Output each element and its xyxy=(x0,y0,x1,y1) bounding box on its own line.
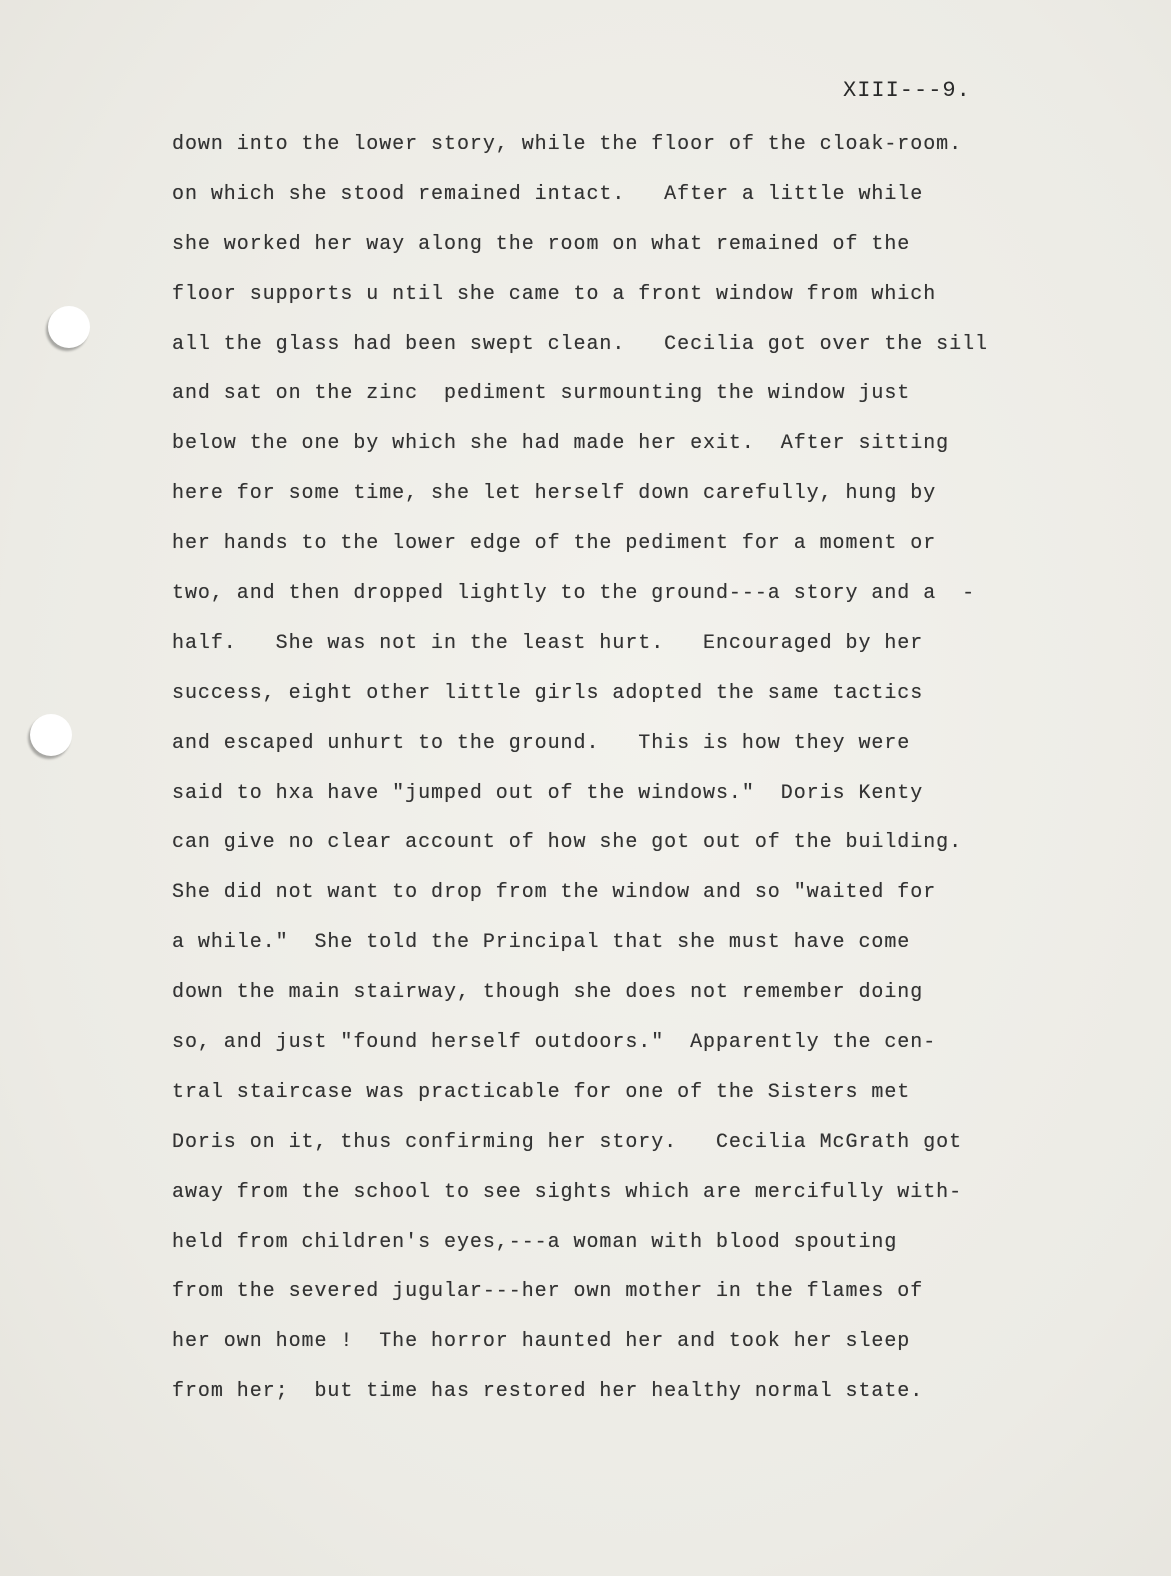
text-line: said to hxa have "jumped out of the windows." Doris Kenty xyxy=(172,781,924,805)
text-line: and escaped unhurt to the ground. This is how they were xyxy=(172,731,911,755)
text-line: on which she stood remained intact. After a little while xyxy=(172,182,924,206)
text-line: half. She was not in the least hurt. Encouraged by her xyxy=(172,631,924,655)
text-line: below the one by which she had made her exit. After sitting xyxy=(172,432,950,456)
text-line: away from the school to see sights which are mercifully with- xyxy=(172,1180,963,1204)
text-line: she worked her way along the room on what remained of the xyxy=(172,232,911,256)
text-line: held from children's eyes,---a woman with blood spouting xyxy=(172,1230,898,1254)
text-line: tral staircase was practicable for one of the Sisters met xyxy=(172,1080,911,1104)
text-line: her hands to the lower edge of the pediment for a moment or xyxy=(172,532,937,556)
text-line: here for some time, she let herself down carefully, hung by xyxy=(172,482,937,506)
text-line: so, and just "found herself outdoors." Apparently the cen- xyxy=(172,1031,937,1055)
text-line: down into the lower story, while the floor of the cloak-room. xyxy=(172,133,963,156)
text-line: down the main stairway, though she does not remember doing xyxy=(172,981,924,1005)
punch-hole xyxy=(30,714,72,756)
text-line: She did not want to drop from the window and so "waited for xyxy=(172,881,937,905)
text-line: a while." She told the Principal that she must have come xyxy=(172,931,911,955)
text-line: two, and then dropped lightly to the ground---a story and a - xyxy=(172,582,976,606)
text-line: her own home ! The horror haunted her and took her sleep xyxy=(172,1330,911,1354)
text-line: success, eight other little girls adopted the same tactics xyxy=(172,681,924,705)
text-line: can give no clear account of how she got out of the building. xyxy=(172,831,963,855)
text-line: Doris on it, thus confirming her story. Cecilia McGrath got xyxy=(172,1130,963,1154)
text-line: from her; but time has restored her healthy normal state. xyxy=(172,1380,924,1404)
page-number: XIII---9. xyxy=(843,78,971,103)
text-line: and sat on the zinc pediment surmounting the window just xyxy=(172,382,911,406)
punch-hole xyxy=(48,306,90,348)
text-line: from the severed jugular---her own mother in the flames of xyxy=(172,1280,924,1304)
text-line: all the glass had been swept clean. Cecilia got over the sill xyxy=(172,332,988,356)
body-text xyxy=(172,128,1132,1425)
text-line: floor supports u ntil she came to a front window from which xyxy=(172,282,937,306)
